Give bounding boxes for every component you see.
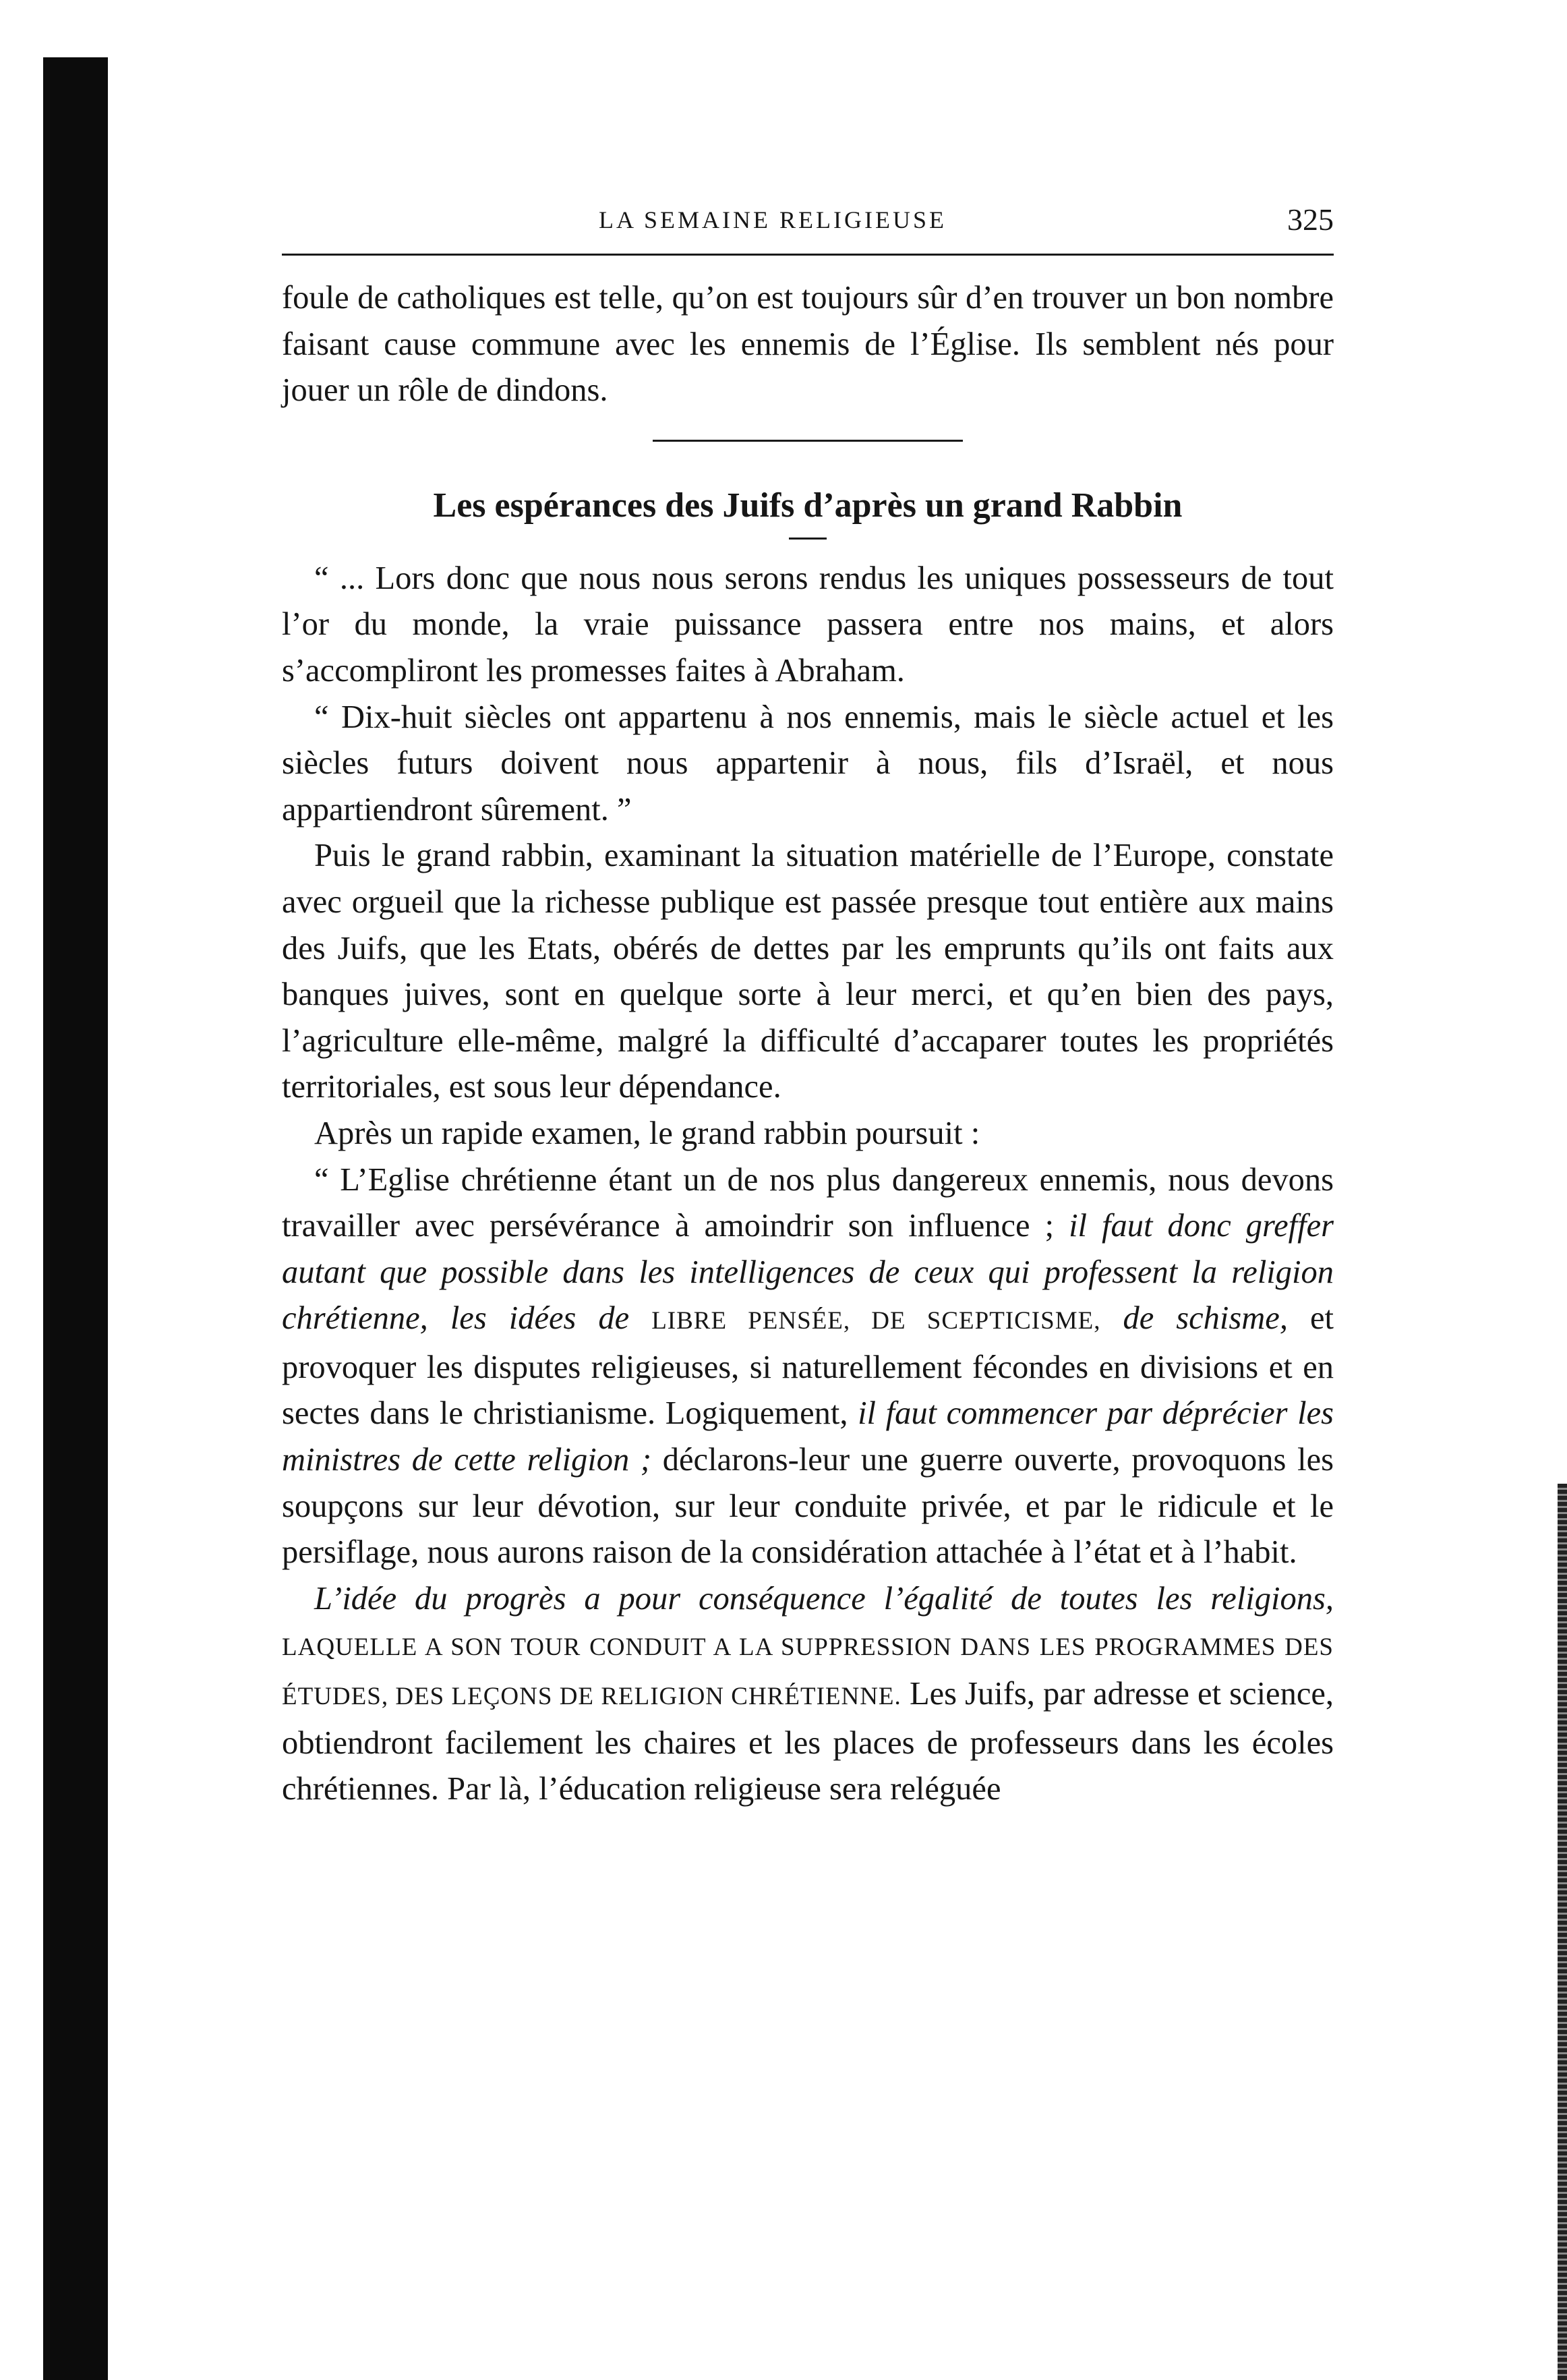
paragraph-3: Puis le grand rabbin, examinant la situation matérielle de l’Europe, constate avec orgueil que la richesse publique est passée presque tout entière aux mains des Juifs, que les Etats, obérés de dettes par les emprunts qu’ils ont faits aux banques juives, sont en quelque sorte à leur merci, et qu’en bien des pays, l’agriculture elle-même, malgré la difficulté d’accaparer toutes les propriétés territoriales, est sous leur dépendance. [282,838,1334,1105]
section-heading: Les espérances des Juifs d’après un grand Rabbin [433,486,1183,525]
paragraph-6 [282,1576,1334,1813]
paragraph-4: Après un rapide examen, le grand rabbin poursuit : [314,1115,980,1151]
scan-right-edge [1558,1484,1567,2380]
paragraph-5-small-caps: LIBRE PENSÉE, DE SCEPTICISME, [651,1307,1101,1335]
section-divider [653,440,963,442]
running-title: LA SEMAINE RELIGIEUSE [599,206,947,233]
paragraph-5-lead: “ L’Eglise chrétienne étant un de nos plus dangereux ennemis, nous devons travailler avec persévérance à amoindrir son influence ; [282,1161,1334,1244]
book-page [282,0,1334,2380]
heading-dash [789,538,827,540]
paragraph-6-italic: L’idée du progrès a pour conséquence l’égalité de toutes les religions, [314,1580,1334,1617]
running-header [282,200,1334,240]
scan-binding-edge [43,57,108,2380]
paragraph-5-italic-1: il faut donc greffer autant que possible dans les intelligences de ceux qui professent la religion chrétienne, les idées de [282,1208,1334,1337]
header-rule [282,254,1334,256]
opening-paragraph: foule de catholiques est telle, qu’on est toujours sûr d’en trouver un bon nombre faisant cause commune avec les ennemis de l’Église. Ils semblent nés pour jouer un rôle de dindons. [282,280,1334,409]
paragraph-6-tail: Les Juifs, par adresse et science, obtiendront facilement les chaires et les places de professeurs dans les écoles chrétiennes. Par là, l’éducation religieuse sera reléguée [282,1676,1334,1807]
body-text [282,275,1334,1813]
paragraph-5-tail: déclarons-leur une guerre ouverte, provoquons les soupçons sur leur dévotion, sur leur conduite privée, et par le ridicule et le persiflage, nous aurons raison de la considération attachée à l’état et à l’habit. [282,1442,1334,1571]
paragraph-5-middle: et provoquer les disputes religieuses, si naturellement fécondes en divisions et en sectes dans le christianisme. Logiquement, [282,1300,1334,1432]
page-number: 325 [1287,202,1334,237]
paragraph-6-small-caps: LAQUELLE A SON TOUR CONDUIT A LA SUPPRESSION DANS LES PROGRAMMES DES ÉTUDES, DES LEÇONS DE RELIGION CHRÉTIENNE. [282,1633,1334,1711]
quote-paragraph-1: “ ... Lors donc que nous nous serons rendus les uniques possesseurs de tout l’or du monde, la vraie puissance passera entre nos mains, et alors s’accompliront les promesses faites à Abraham. [282,560,1334,689]
paragraph-5-italic-2: de schisme, [1123,1300,1288,1337]
quote-paragraph-2: “ Dix-huit siècles ont appartenu à nos ennemis, mais le siècle actuel et les siècles futurs doivent nous appartenir à nous, fils d’Israël, et nous appartiendront sûrement. ” [282,699,1334,828]
paragraph-5 [282,1157,1334,1576]
paragraph-5-italic-3: il faut commencer par déprécier les ministres de cette religion ; [282,1395,1334,1478]
